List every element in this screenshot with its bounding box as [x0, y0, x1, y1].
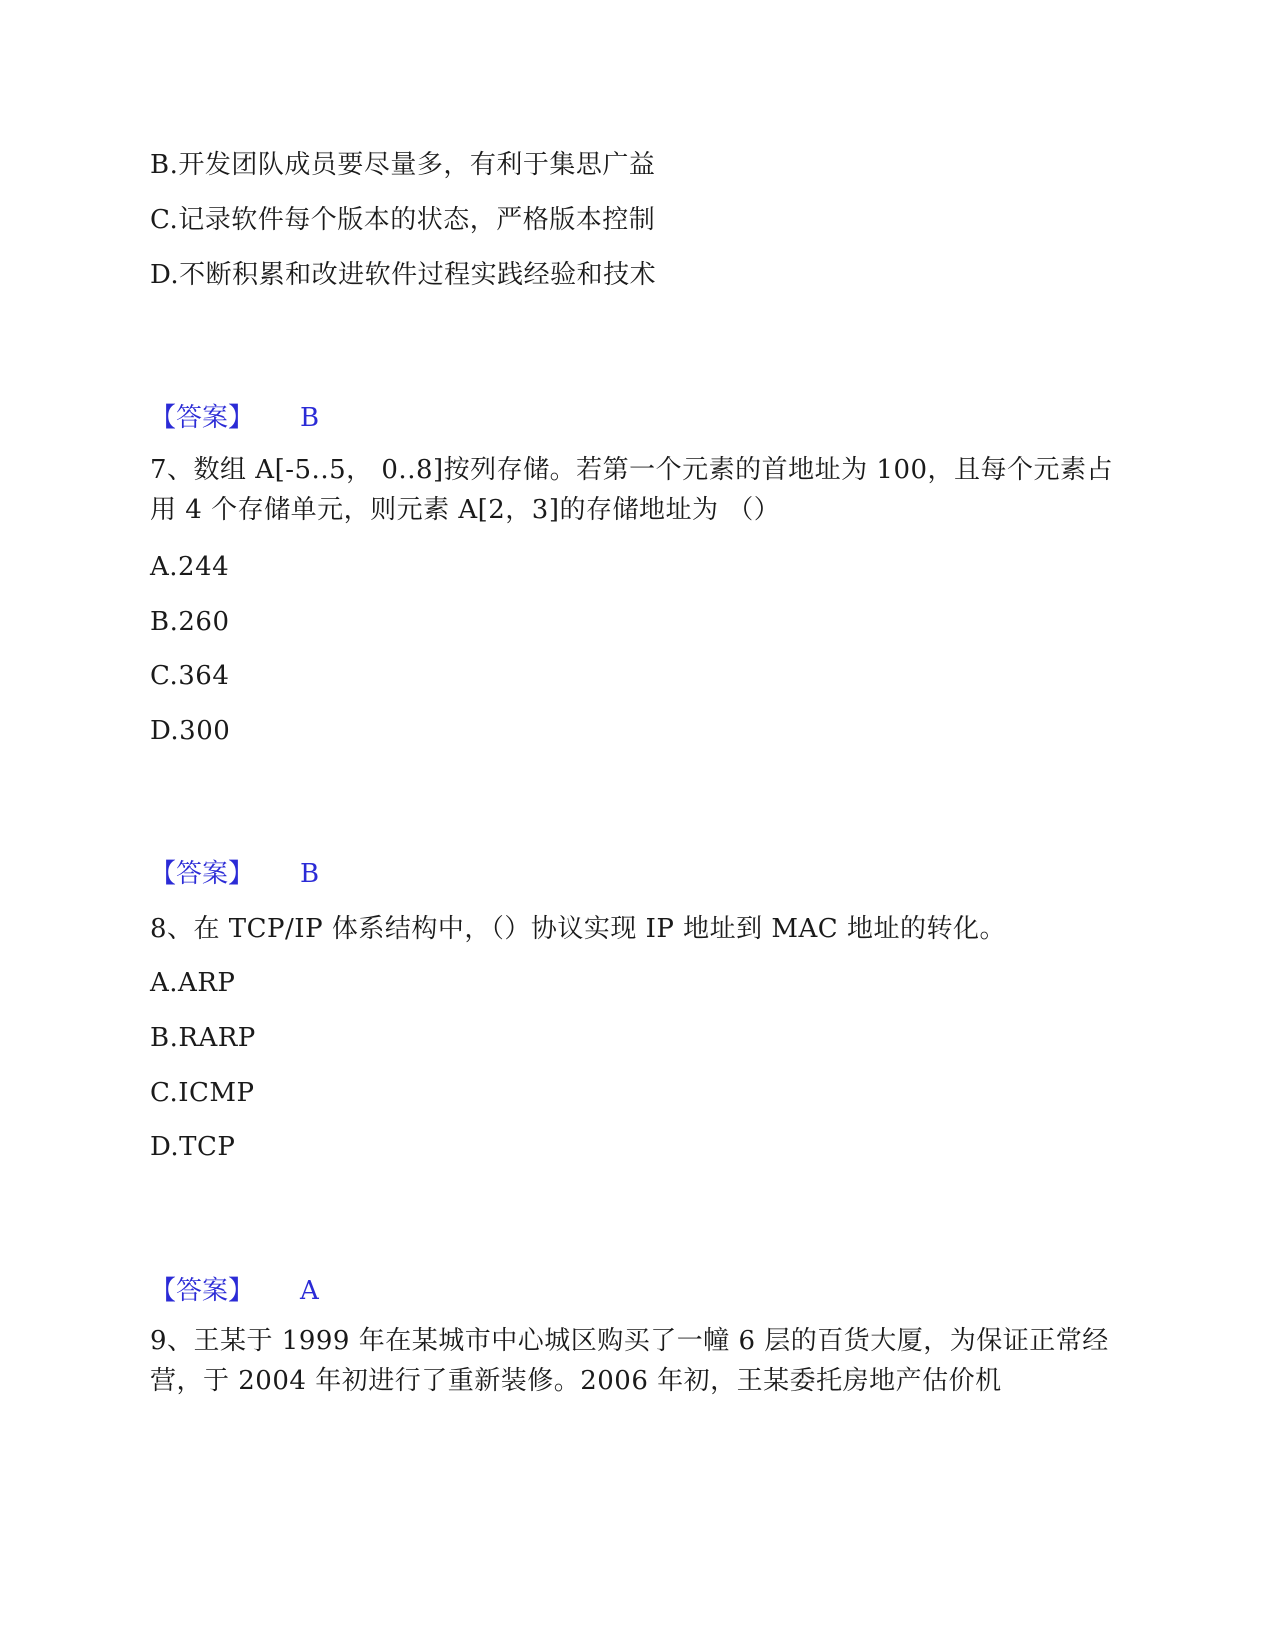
answer-label: 【答案】: [150, 1276, 255, 1306]
answer-label: 【答案】: [150, 403, 255, 433]
q8-option-c: C.ICMP: [150, 1078, 255, 1108]
q6-option-d: D.不断积累和改进软件过程实践经验和技术: [150, 260, 657, 290]
answer-value: A: [300, 1276, 319, 1306]
q8-option-d: D.TCP: [150, 1132, 236, 1162]
q6-answer: [150, 403, 320, 433]
q6-option-c: C.记录软件每个版本的状态，严格版本控制: [150, 205, 656, 235]
answer-label: 【答案】: [150, 859, 255, 889]
q8-answer: [150, 1276, 319, 1306]
q8-option-a: A.ARP: [150, 968, 236, 998]
q7-stem: 7、数组 A[-5..5， 0..8]按列存储。若第一个元素的首地址为 100，且每个元素占用 4 个存储单元，则元素 A[2，3]的存储地址为 （）: [150, 455, 1114, 525]
q9-stem: 9、王某于 1999 年在某城市中心城区购买了一幢 6 层的百货大厦，为保证正常经营，于 2004 年初进行了重新装修。2006 年初，王某委托房地产估价机: [150, 1326, 1109, 1396]
q8-stem: 8、在 TCP/IP 体系结构中，（）协议实现 IP 地址到 MAC 地址的转化。: [150, 914, 1006, 944]
q7-option-c: C.364: [150, 661, 230, 691]
answer-value: B: [300, 859, 320, 889]
q8-option-b: B.RARP: [150, 1023, 256, 1053]
q7-option-a: A.244: [150, 552, 230, 582]
answer-value: B: [300, 403, 320, 433]
q7-answer: [150, 859, 320, 889]
q7-option-b: B.260: [150, 607, 230, 637]
q7-option-d: D.300: [150, 716, 231, 746]
q6-option-b: B.开发团队成员要尽量多，有利于集思广益: [150, 150, 656, 180]
